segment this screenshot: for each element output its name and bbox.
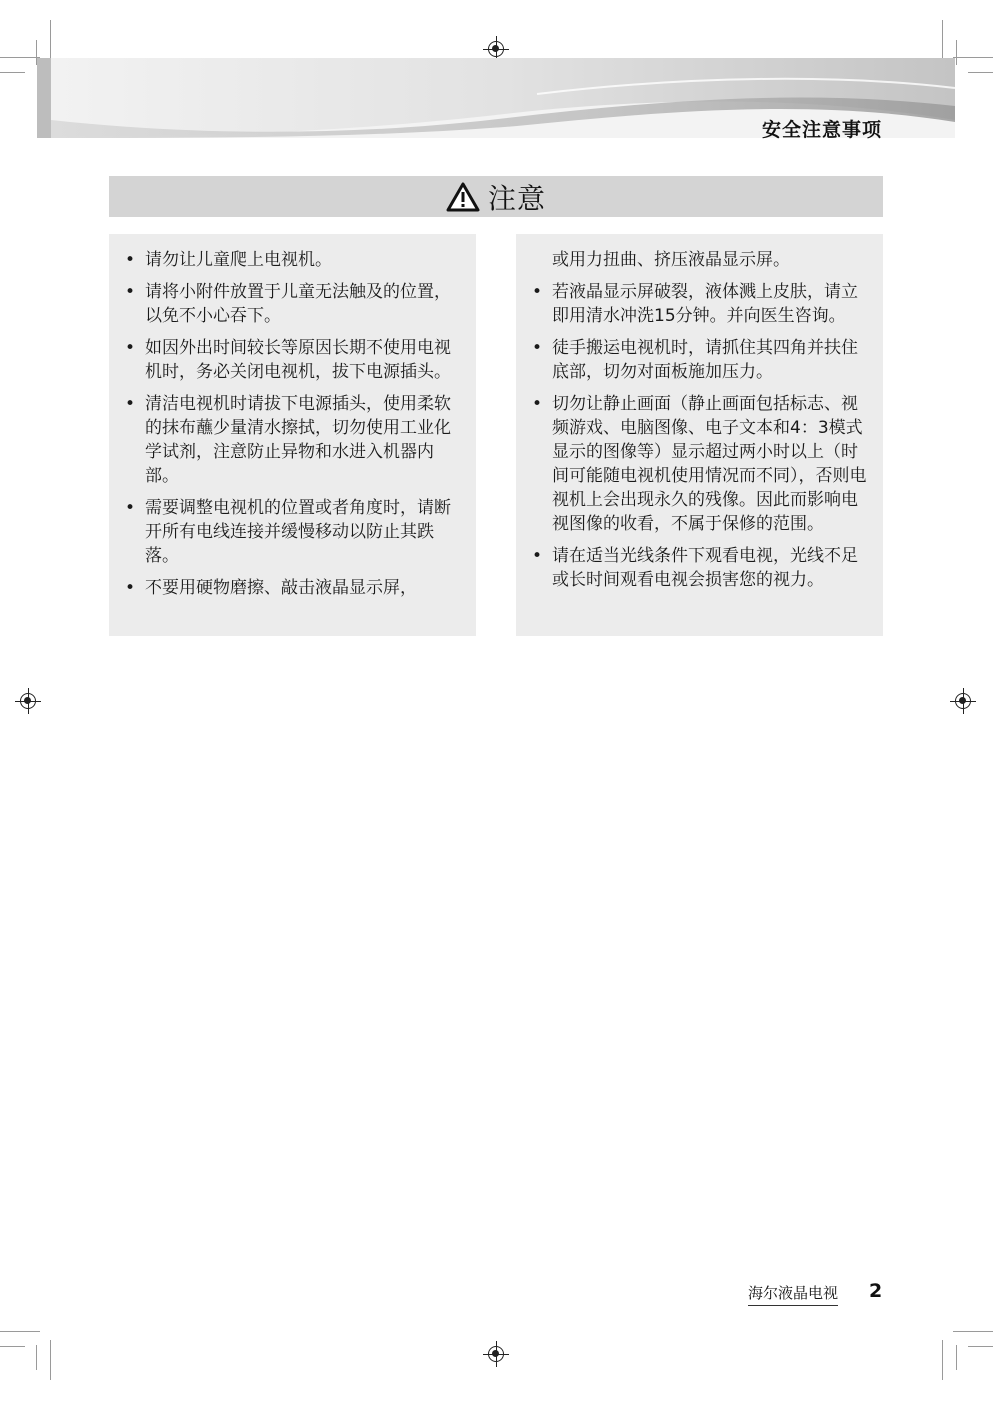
list-item: • 请在适当光线条件下观看电视，光线不足或长时间观看电视会损害您的视力。 bbox=[532, 546, 858, 590]
list-item: • 请勿让儿童爬上电视机。 bbox=[125, 250, 332, 270]
crop-mark bbox=[0, 1346, 25, 1347]
crop-mark bbox=[953, 57, 993, 58]
crop-mark bbox=[0, 72, 25, 73]
list-item: • 若液晶显示屏破裂，液体溅上皮肤，请立即用清水冲洗15分钟。并向医生咨询。 bbox=[532, 282, 858, 326]
crop-mark bbox=[968, 72, 993, 73]
registration-mark-icon bbox=[488, 41, 504, 57]
caution-title: 注意 bbox=[487, 181, 546, 215]
registration-mark-icon bbox=[488, 1346, 504, 1362]
crop-mark bbox=[50, 1340, 51, 1380]
crop-mark bbox=[36, 1345, 37, 1370]
list-item: • 切勿让静止画面（静止画面包括标志、视频游戏、电脑图像、电子文本和4：3模式显示的图像等）显示超过两小时以上（时间可能随电视机使用情况而不同），否则电视机上会出现永久的残像。因此而影响电视图像的收看，不属于保修的范围。 bbox=[532, 394, 867, 534]
registration-mark-icon bbox=[955, 693, 971, 709]
list-item: • 需要调整电视机的位置或者角度时，请断开所有电线连接并缓慢移动以防止其跌落。 bbox=[125, 498, 451, 566]
list-item-continuation: 或用力扭曲、挤压液晶显示屏。 bbox=[552, 250, 790, 270]
page-number: 2 bbox=[869, 1280, 883, 1302]
warning-triangle-icon bbox=[446, 182, 480, 212]
list-item: • 徒手搬运电视机时，请抓住其四角并扶住底部，切勿对面板施加压力。 bbox=[532, 338, 858, 382]
crop-mark bbox=[0, 1331, 40, 1332]
crop-mark bbox=[50, 20, 51, 60]
crop-mark bbox=[953, 1331, 993, 1332]
caution-banner bbox=[109, 176, 883, 217]
list-item: • 清洁电视机时请拔下电源插头，使用柔软的抹布蘸少量清水擦拭，切勿使用工业化学试剂，注意防止异物和水进入机器内部。 bbox=[125, 394, 451, 486]
list-item: • 不要用硬物磨擦、敲击液晶显示屏， bbox=[125, 578, 417, 598]
crop-mark bbox=[956, 40, 957, 65]
section-title: 安全注意事项 bbox=[761, 119, 882, 141]
registration-mark-icon bbox=[20, 693, 36, 709]
crop-mark bbox=[942, 1340, 943, 1380]
list-item: • 请将小附件放置于儿童无法触及的位置，以免不小心吞下。 bbox=[125, 282, 451, 326]
footer-brand: 海尔液晶电视 bbox=[748, 1282, 838, 1306]
crop-mark bbox=[968, 1346, 993, 1347]
crop-mark bbox=[942, 20, 943, 60]
caution-panel-right bbox=[516, 234, 883, 636]
crop-mark bbox=[956, 1345, 957, 1370]
crop-mark bbox=[0, 57, 40, 58]
caution-panel-left bbox=[109, 234, 476, 636]
list-item: • 如因外出时间较长等原因长期不使用电视机时，务必关闭电视机，拔下电源插头。 bbox=[125, 338, 451, 382]
